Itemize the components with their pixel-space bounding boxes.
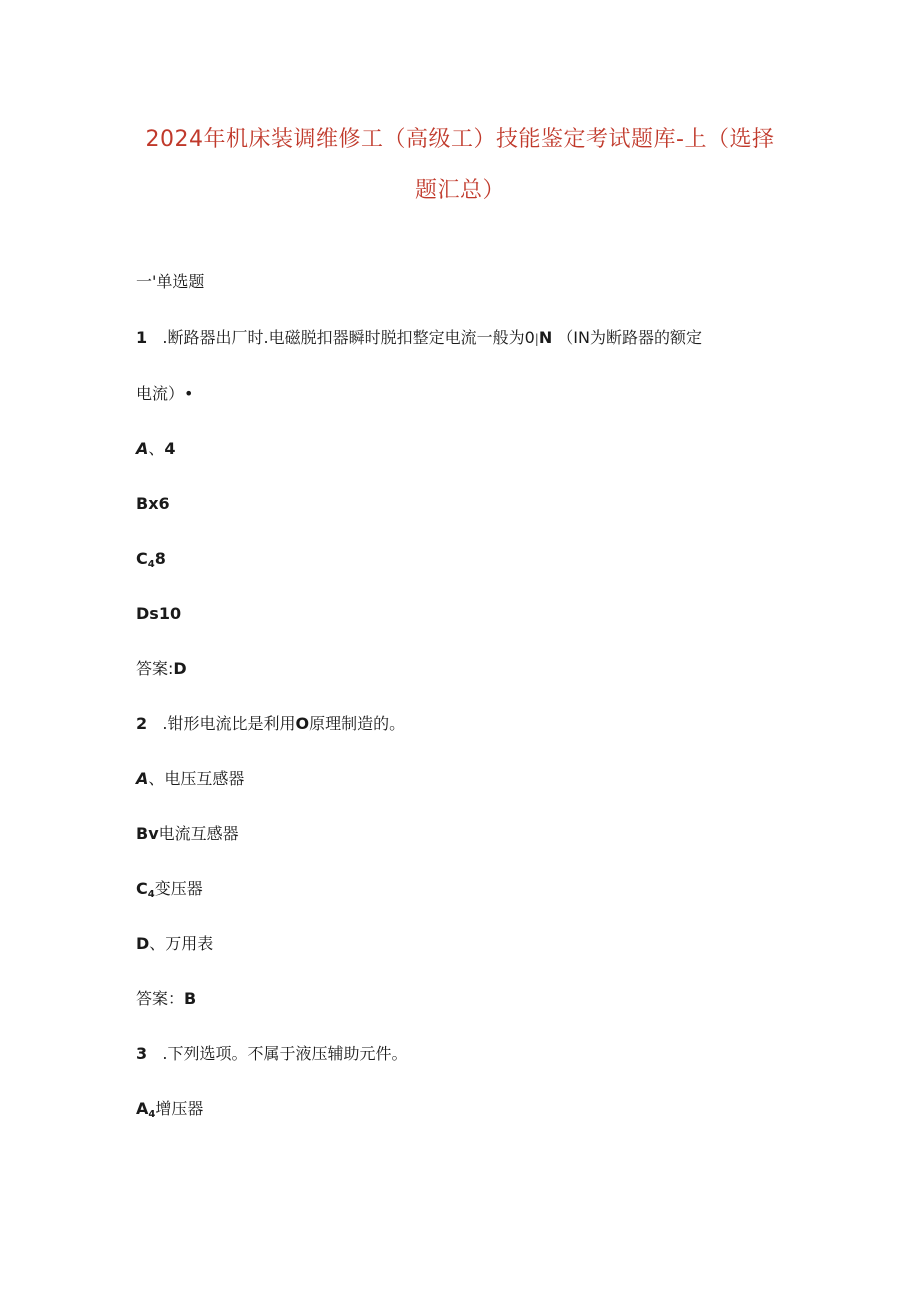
option-sep: 、 [148, 439, 165, 458]
option-sep: 4 [148, 1109, 156, 1120]
option-text: 变压器 [154, 879, 203, 898]
option-label: D [136, 604, 150, 623]
option-label: B [136, 824, 149, 843]
question-number: 3 [136, 1044, 148, 1063]
option-label: C [136, 549, 148, 568]
option-text: 增压器 [155, 1099, 204, 1118]
question-stem-tail: （IN为断路器的额定 [557, 328, 702, 347]
option-label: B [136, 494, 149, 513]
question-number: 1 [136, 328, 148, 347]
option-text: 电压互感器 [164, 769, 245, 788]
question-stem-pre: .钳形电流比是利用 [162, 714, 296, 733]
option-sep: 、 [149, 934, 166, 953]
question-stem-post: 原理制造的。 [309, 714, 406, 733]
document-title-line-1: 2024年机床装调维修工（高级工）技能鉴定考试题库-上（选择 [145, 127, 775, 152]
question-2-option-b [136, 824, 239, 844]
answer-label: 答案: [136, 659, 174, 678]
answer-value: B [184, 989, 197, 1008]
question-1-option-c [136, 549, 166, 572]
question-1-option-a [136, 439, 176, 459]
option-sep: 、 [148, 769, 165, 788]
option-label: A [136, 439, 149, 458]
option-sep: 4 [147, 559, 155, 570]
question-2-option-a [136, 769, 244, 789]
option-text: 万用表 [165, 934, 214, 953]
answer-label: 答案： [136, 989, 185, 1008]
question-stem-text: .下列选项。不属于液压辅助元件。 [162, 1044, 408, 1063]
question-1-stem [136, 328, 702, 349]
question-1-option-b [136, 494, 170, 514]
question-2-stem [136, 714, 405, 734]
option-text: 8 [154, 549, 166, 568]
option-sep: s [149, 604, 159, 623]
question-2-option-d [136, 934, 213, 954]
question-stem-mark: | [534, 332, 539, 346]
option-text: 6 [158, 494, 170, 513]
question-stem-n: N [538, 328, 553, 347]
question-3-option-a [136, 1099, 203, 1122]
question-stem-text: .断路器出厂时.电磁脱扣器瞬时脱扣整定电流一般为0 [162, 328, 535, 347]
option-label: D [136, 934, 150, 953]
option-label: A [136, 769, 149, 788]
option-label: C [136, 879, 148, 898]
option-sep: v [148, 824, 159, 843]
option-sep: x [148, 494, 159, 513]
question-2-answer [136, 989, 196, 1009]
question-number: 2 [136, 714, 148, 733]
option-sep: 4 [147, 889, 155, 900]
option-label: A [136, 1099, 149, 1118]
question-1-option-d [136, 604, 181, 624]
question-3-stem [136, 1044, 408, 1064]
option-text: 10 [158, 604, 182, 623]
document-title-line-2: 题汇总） [414, 178, 505, 203]
answer-value: D [173, 659, 187, 678]
question-1-stem-continued: 电流）• [136, 384, 194, 403]
section-heading: 一'单选题 [136, 272, 205, 291]
question-1-answer [136, 659, 187, 679]
option-text: 4 [164, 439, 176, 458]
question-2-option-c [136, 879, 203, 902]
question-stem-o: O [295, 714, 310, 733]
option-text: 电流互感器 [158, 824, 239, 843]
